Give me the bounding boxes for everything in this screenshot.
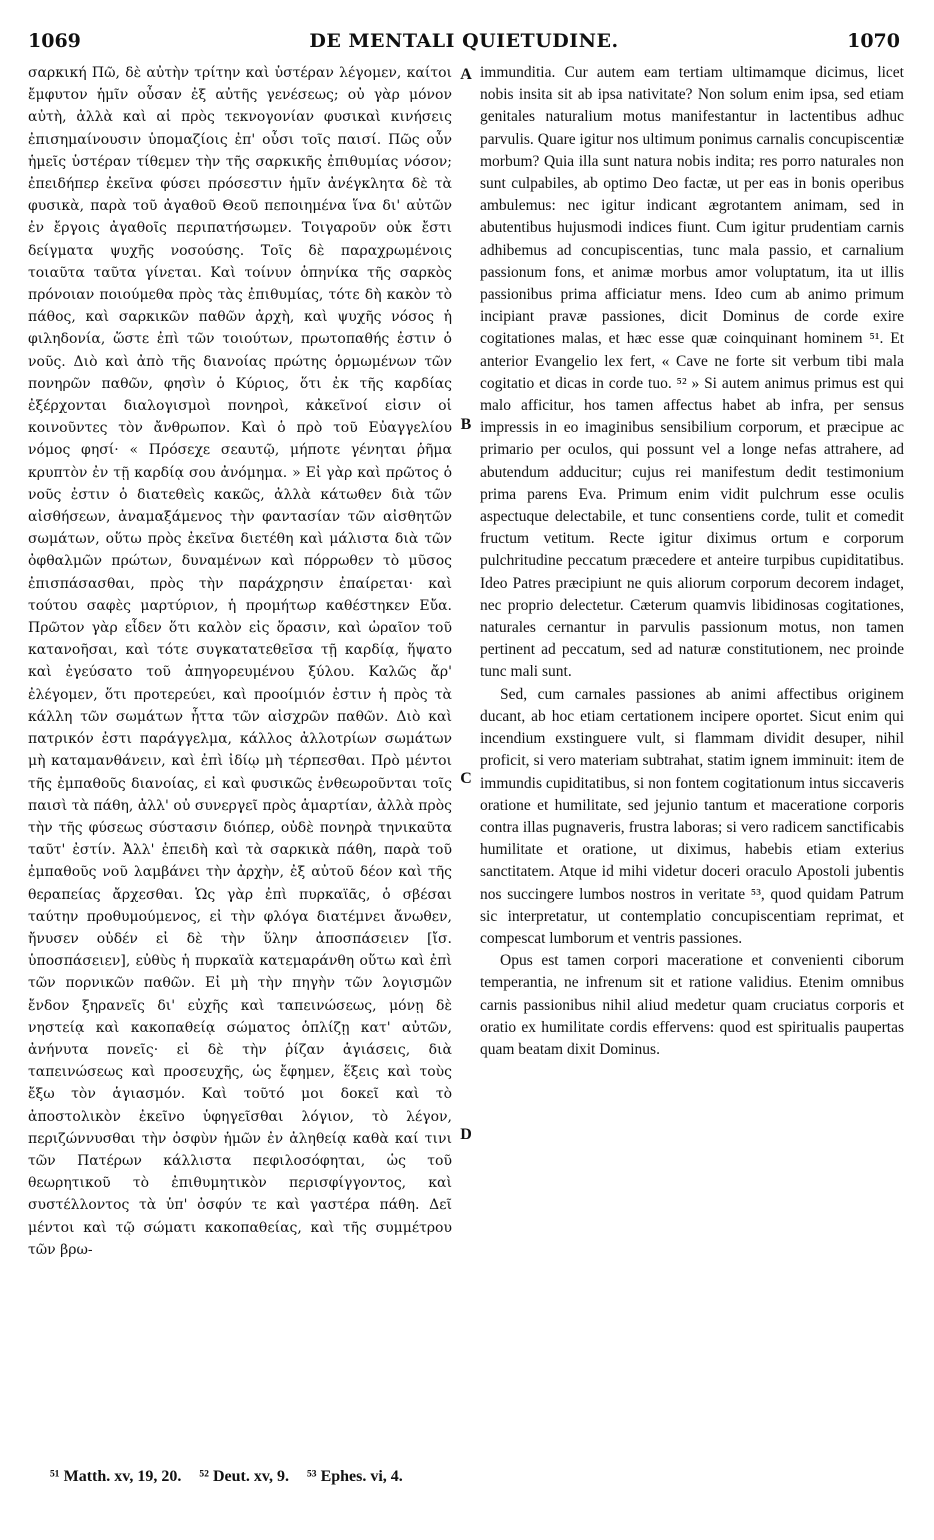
latin-paragraph-3: Opus est tamen corpori maceratione et convenienti ciborum temperantia, ne infrenum sit et ratione validius. Etenim omnibus carnis passionibus nihil aliud medetur quam cruciatus corporis et oratio ex humilitate cordis effervens: quod est spiritualis paupertas quam beatam dixit Dominus.: [480, 952, 904, 1058]
greek-paragraph: σαρκική Πῶ, δὲ αὐτὴν τρίτην καὶ ὑστέραν λέγομεν, καίτοι ἔμφυτον ἡμῖν οὖσαν ἐξ αὐτῆς γενέσεως; οὐ γὰρ μόνον αὐτὴ, ἀλλὰ καὶ αἱ πρὸς τεκνογονίαν φυσικαὶ κινήσεις ἐπισημαίνουσιν ὑπομαζίοις ἐπ' οὖσι τοῖς παισί. Πῶς οὖν ἡμεῖς ὑστέραν τίθεμεν τὴν τῆς σαρκικῆς ἐπιθυμίας νόσον; ἐπειδήπερ ἐκεῖνα φύσει πρόσεστιν ἡμῖν ἀνέγκλητα δὲ τὰ φυσικὰ, παρὰ τοῦ ἀγαθοῦ Θεοῦ πεποιημένα ἵνα δι' αὐτῶν ἐν ἔργοις ἀγαθοῖς περιπατήσωμεν. Τοιγαροῦν οὐκ ἔστι δείγματα ψυχῆς νοσούσης. Τοῖς δὲ παραχρωμένοις τοιαῦτα ταῦτα γίνεται. Καὶ τοίνυν ὁπηνίκα τῆς σαρκὸς πρόνοιαν ποιούμεθα πρὸς τὰς ἐπιθυμίας, τότε δὴ κακὸν τὸ πάθος, καὶ σαρκικῶν παθῶν ἀρχὴ, καὶ ψυχῆς νόσος ἡ φιληδονία, ὥστε ἐπὶ τῶν τοιούτων, πρωτοπαθής ἐστιν ὁ νοῦς. Διὸ καὶ ἀπὸ τῆς διανοίας πρώτης ὁρμωμένων τῶν πονηρῶν παθῶν, φησὶν ὁ Κύριος, ὅτι ἐκ τῆς καρδίας ἐξέρχονται διαλογισμοὶ πονηροὶ, κἀκεῖνοί εἰσιν οἱ κοινοῦντες τὸν ἄνθρωπον. Καὶ ὁ πρὸ τοῦ Εὐαγγελίου νόμος φησί· « Πρόσεχε σεαυτῷ, μήποτε γένηται ῥῆμα κρυπτὸν ἐν τῇ καρδίᾳ σου ἀνόμημα. » Εἰ γὰρ καὶ πρῶτος ὁ νοῦς ἐστιν ὁ διατεθεὶς κακῶς, ἀλλὰ κάτωθεν διὰ τῶν αἰσθήσεων, ἀναμαξάμενος τὴν φαντασίαν τῶν αἰσθητῶν σωμάτων, οὕτω πρὸς ἐκεῖνα διετέθη καὶ μάλιστα διὰ τῶν ὀφθαλμῶν πρώτων, δυναμένων καὶ πόρρωθεν τὸ μῦσος ἐπισπάσασθαι, πρὸς τὴν παράχρησιν ἐπαίρεται· καὶ τούτου σαφὲς μαρτύριον, ἡ προμήτωρ καθέστηκεν Εὔα. Πρῶτον γὰρ εἶδεν ὅτι καλὸν εἰς ὅρασιν, καὶ ὡραῖον τοῦ κατανοῆσαι, καὶ τότε συγκατατεθεῖσα τῇ καρδίᾳ, ἥψατο καὶ ἐγεύσατο τοῦ ἀπηγορευμένου ξύλου. Καλῶς ἄρ' ἐλέγομεν, ὅτι προτερεύει, καὶ προοίμιόν ἐστιν ἡ πρὸς τὰ κάλλη τῶν σωμάτων ἧττα τῶν αἰσχρῶν παθῶν. Διὸ καὶ πατρικόν ἐστι παράγγελμα, κάλλος ἀλλοτρίων σωμάτων μὴ καταμανθάνειν, καὶ ἐπὶ ἰδίῳ μὴ τέρπεσθαι. Πρὸ μέντοι τῆς ἐμπαθοῦς διανοίας, εἰ καὶ φυσικῶς ἐνθεωροῦνται τοῖς παισὶ τὰ πάθη, ἀλλ' οὐ συνεργεῖ πρὸς ἁμαρτίαν, ἀλλὰ πρὸς τὴν τῆς φύσεως σύστασιν διόπερ, οὐδὲ πονηρὰ τηνικαῦτα ταῦτ' ἐστίν. Ἀλλ' ἐπειδὴ καὶ τὰ σαρκικὰ πάθη, παρὰ τοῦ ἐμπαθοῦς νοῦ λαμβάνει τὴν ἀρχὴν, ἐξ αὐτοῦ δέον καὶ τῆς θεραπείας ἄρχεσθαι. Ὡς γὰρ ἐπὶ πυρκαϊᾶς, ὁ σβέσαι ταύτην προθυμούμενος, εἰ τὴν φλόγα διατέμνει ἄνωθεν, ἤνυσεν οὐδέν εἰ δὲ τὴν ὕλην ἀποσπάσειεν [ἴσ. ὑποσπάσειεν], εὐθὺς ἡ πυρκαϊὰ κατεμαράνθη οὕτω καὶ ἐπὶ τῶν πορνικῶν παθῶν. Εἰ μὴ τὴν πηγὴν τῶν λογισμῶν ἔνδον ξηρανεῖς δι' εὐχῆς καὶ ταπεινώσεως, μόνῃ δὲ νηστείᾳ καὶ κακοπαθείᾳ σώματος ὁπλίζῃ κατ' αὐτῶν, ἀνήνυτα πονεῖς· εἰ δὲ τὴν ῥίζαν ἁγιάσεις, διὰ ταπεινώσεως καὶ προσευχῆς, ὡς ἔφημεν, ἕξεις καὶ τοὺς ἔξω τὸν ἁγιασμόν. Καὶ τοῦτό μοι δοκεῖ καὶ τὸ ἀποστολικὸν ἐκεῖνο ὑφηγεῖσθαι λόγιον, τὸ λέγον, περιζώννυσθαι τὴν ὀσφὺν ἡμῶν ἐν ἀληθείᾳ καθὰ καί τινι τῶν Πατέρων κάλλιστα πεφιλοσόφηται, ὡς τοῦ θεωρητικοῦ τὸ ἐπιθυμητικὸν περισφίγγοντος, καὶ συστέλλοντος τὰ ὑπ' ὀσφύν τε καὶ γαστέρα πάθη. Δεῖ μέντοι καὶ τῷ σώματι κακοπαθείας, καὶ τῆς συμμέτρου τῶν βρω-: [28, 65, 452, 1258]
greek-column: [28, 62, 452, 1442]
latin-paragraph-2: Sed, cum carnales passiones ab animi affectibus originem ducant, ab hoc etiam certationem incipere oportet. Sicut enim qui incendium exstinguere vult, si flammam dividit desuper, nihil proficit, si vero materiam subtrahat, statim ignem imminuit: item de immundis cupiditatibus, si non fontem cogitationum intus siccaveris oratione et humilitate, sed jejunio tantum et maceratione corporis contra illas pugnaveris, frustra laboras; si vero radicem sanctificabis humilitate et oratione, ut diximus, habebis etiam exterius sanctitatem. Atque id mihi videtur doceri oraculo Apostoli jubentis nos succingere lumbos nostros in veritate ⁵³, quod quidam Patrum sic interpretatur, ut contemplatio concupiscentiam reprimat, et compescat lumborum et ventris passiones.: [480, 685, 904, 947]
running-title: DE MENTALI QUIETUDINE.: [309, 30, 619, 52]
footnote-52: ⁵² Deut. xv, 9.: [199, 1468, 289, 1485]
margin-marker-d: D: [460, 1126, 472, 1143]
latin-column: [480, 62, 904, 1442]
margin-marker-c: C: [460, 770, 472, 787]
footnotes: [50, 1468, 870, 1486]
footnote-51: ⁵¹ Matth. xv, 19, 20.: [50, 1468, 182, 1485]
left-page-number: 1069: [28, 30, 81, 52]
latin-paragraph-1: immunditia. Cur autem eam tertiam ultimamque dicimus, licet nobis insita sit ab ipsa nativitate? Non solum enim ipsa, sed etiam genitales naturalium motus manifestantur in lactentibus adhuc parvulis. Quare igitur nos ultimum ponimus carnalis concupiscentiæ morbum? Quia illa sunt natura nobis indita; res porro naturales non sunt culpabiles, ab optimo Deo factæ, ut per eas in bonis operibus ambulemus: nec igitur indicant ægrotantem animam, sed in abutentibus hujusmodi indices fiunt. Cum igitur prudentiam carnis adhibemus ad concupiscentias, tunc mala passio, et carnalium passionum fons, et animæ morbus amor voluptatum, ita ut illis passionibus prima afficiatur mens. Ideo cum ab animo primum incipiant pravæ passiones, dicit Dominus de corde exire cogitationes malas, et hæc esse quæ coinquinant hominem ⁵¹. Et anterior Evangelio lex fert, « Cave ne forte sit verbum tibi mala cogitatio et dicas in corde tuo. ⁵² » Si autem animus primus est qui malo afficitur, hos tamen affectus habet ab infra, per sensus impressis in eo imaginibus sensibilium corporum, et præcipue ac primario per oculos, qui possunt vel a longe nefas attrahere, ad abutendum adducitur; cujus rei manifestum dedit testimonium prima parens Eva. Primum enim vidit pulchrum esse oculis aspectuque delectabile, et tunc consentiens corde, tulit et comedit fructum vetitum. Recte igitur diximus ortum e corporum pulchritudine peccatum præcedere et anteire turpibus cupiditatibus. Ideo Patres præcipiunt ne quis aliorum corporum decorem indaget, nec proprio delectetur. Cæterum quamvis libidinosas cogitationes, naturales cernantur in parvulis passionum motus, non tamen pertinent ad peccatum, sed ad naturæ constitutionem, nec proinde tunc mali sunt.: [480, 64, 904, 681]
right-page-number: 1070: [847, 30, 900, 52]
footnote-53: ⁵³ Ephes. vi, 4.: [306, 1468, 403, 1485]
page-header: [28, 30, 900, 60]
margin-marker-a: A: [460, 66, 472, 83]
margin-marker-b: B: [460, 416, 472, 433]
